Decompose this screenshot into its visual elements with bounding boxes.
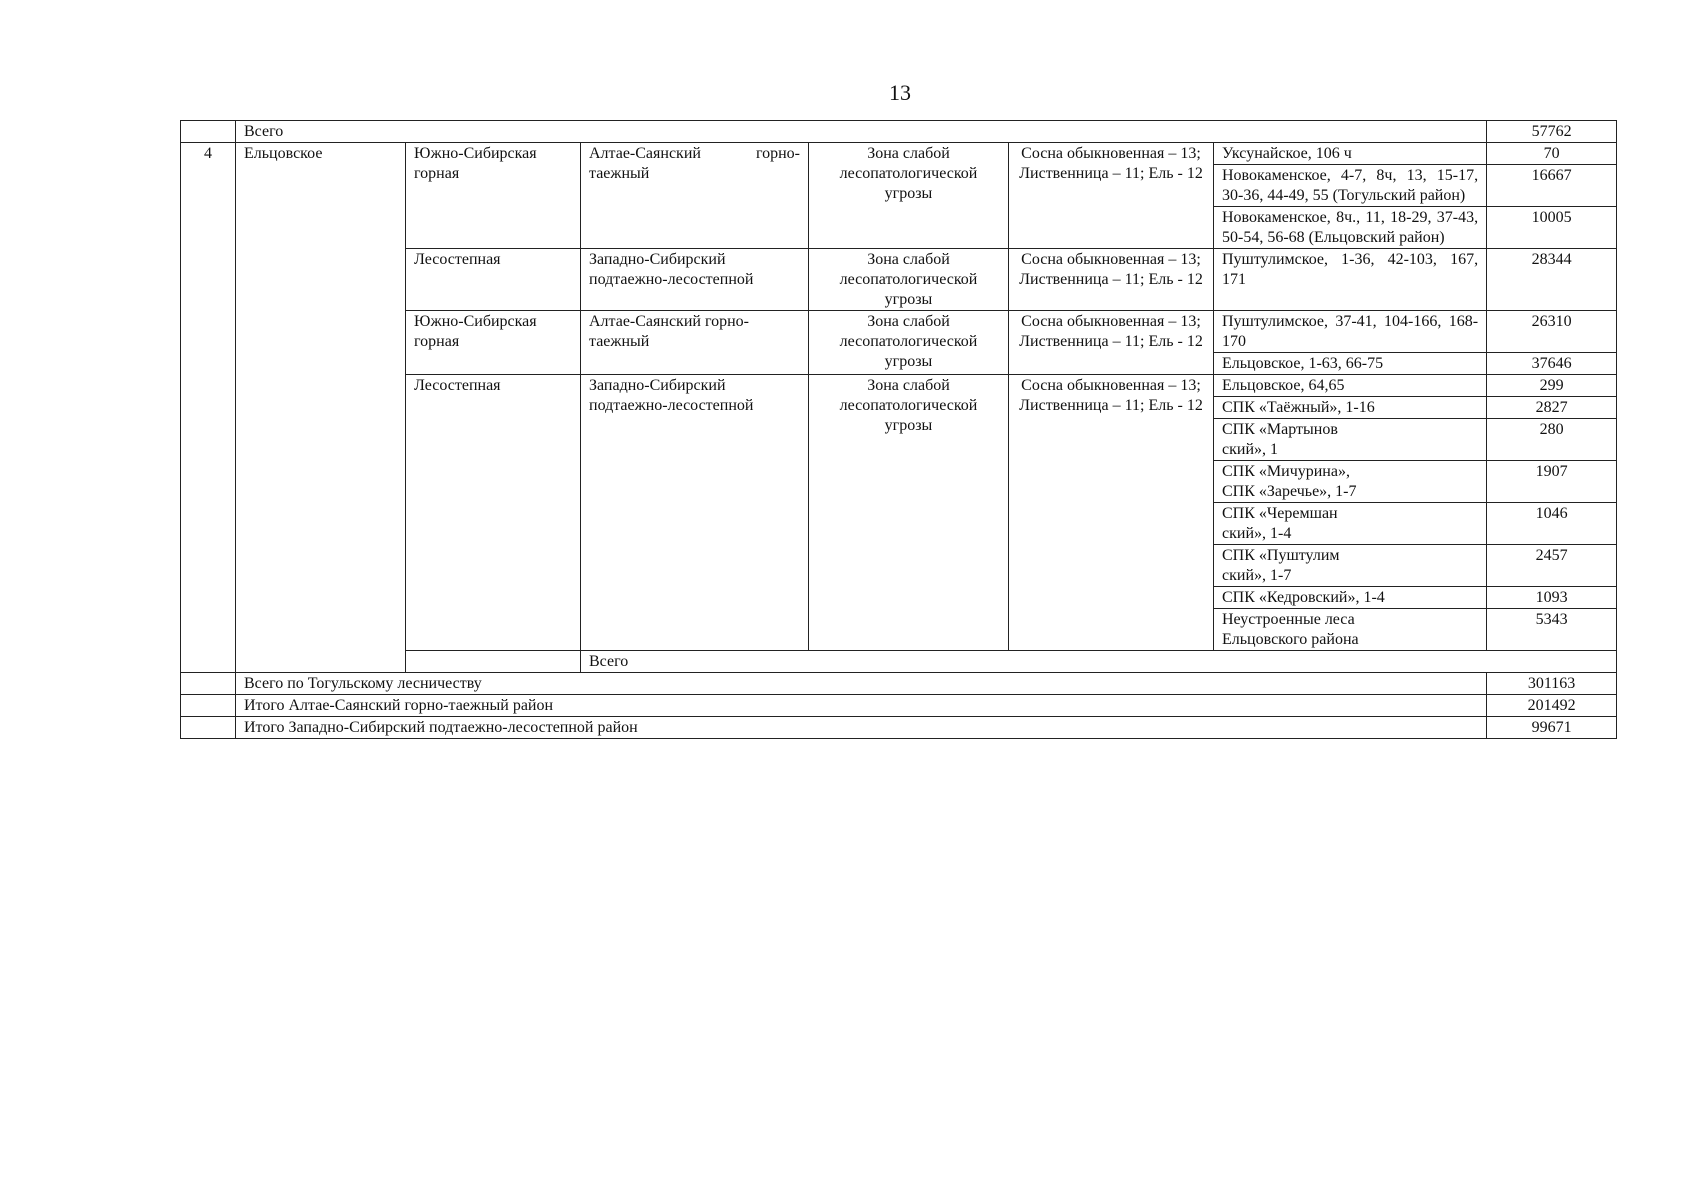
tract-name: Новокаменское, 4-7, 8ч, 13, 15-17, 30-36, 44-49, 55 (Тогульский район) bbox=[1214, 165, 1487, 207]
tract-area: 2457 bbox=[1487, 545, 1617, 587]
total-label: Итого Западно-Сибирский подтаежно-лесостепной район bbox=[236, 717, 1487, 739]
total-row bbox=[181, 717, 1617, 739]
tract-name: СПК «Таёжный», 1-16 bbox=[1214, 397, 1487, 419]
threat-zone: Зона слабой лесопатологической угрозы bbox=[809, 249, 1009, 311]
tract-name: СПК «Мартынов ский», 1 bbox=[1214, 419, 1487, 461]
total-label: Всего bbox=[236, 121, 1487, 143]
total-row bbox=[181, 673, 1617, 695]
tract-name: Пуштулимское, 1-36, 42-103, 167, 171 bbox=[1214, 249, 1487, 311]
row-number bbox=[181, 121, 236, 143]
tract-area: 26310 bbox=[1487, 311, 1617, 353]
tract-area: 37646 bbox=[1487, 353, 1617, 375]
tree-species: Сосна обыкновенная – 13; Лиственница – 11; Ель - 12 bbox=[1009, 375, 1214, 651]
page-number: 13 bbox=[889, 80, 911, 105]
row-number bbox=[181, 717, 236, 739]
tract-name: Ельцовское, 1-63, 66-75 bbox=[1214, 353, 1487, 375]
row-number bbox=[181, 695, 236, 717]
tract-name: СПК «Черемшан ский», 1-4 bbox=[1214, 503, 1487, 545]
total-value: 201492 bbox=[1487, 695, 1617, 717]
tract-area: 299 bbox=[1487, 375, 1617, 397]
tract-area: 16667 bbox=[1487, 165, 1617, 207]
total-value: 57762 bbox=[1487, 121, 1617, 143]
tract-area: 1093 bbox=[1487, 587, 1617, 609]
row-number bbox=[406, 651, 581, 673]
forest-zone: Лесостепная bbox=[406, 375, 581, 651]
tract-area: 2827 bbox=[1487, 397, 1617, 419]
total-label: Всего по Тогульскому лесничеству bbox=[236, 673, 1487, 695]
forest-table bbox=[180, 120, 1617, 739]
total-value: 99671 bbox=[1487, 717, 1617, 739]
row-number bbox=[181, 673, 236, 695]
threat-zone: Зона слабой лесопатологической угрозы bbox=[809, 311, 1009, 375]
tract-name: СПК «Кедровский», 1-4 bbox=[1214, 587, 1487, 609]
tract-area: 28344 bbox=[1487, 249, 1617, 311]
forest-zone: Лесостепная bbox=[406, 249, 581, 311]
tract-area: 5343 bbox=[1487, 609, 1617, 651]
total-label: Всего bbox=[581, 651, 1617, 673]
tract-area: 10005 bbox=[1487, 207, 1617, 249]
tract-name: Ельцовское, 64,65 bbox=[1214, 375, 1487, 397]
district-number: 4 bbox=[181, 143, 236, 673]
tract-name: Новокаменское, 8ч., 11, 18-29, 37-43, 50-54, 56-68 (Ельцовский район) bbox=[1214, 207, 1487, 249]
forest-region: Алтае-Саянский горно-таежный bbox=[581, 143, 809, 249]
top-total-row bbox=[181, 121, 1617, 143]
tract-area: 280 bbox=[1487, 419, 1617, 461]
total-value: 301163 bbox=[1487, 673, 1617, 695]
threat-zone: Зона слабой лесопатологической угрозы bbox=[809, 143, 1009, 249]
tract-area: 70 bbox=[1487, 143, 1617, 165]
tract-area: 1907 bbox=[1487, 461, 1617, 503]
tract-name: Уксунайское, 106 ч bbox=[1214, 143, 1487, 165]
tree-species: Сосна обыкновенная – 13; Лиственница – 11; Ель - 12 bbox=[1009, 311, 1214, 375]
total-label: Итого Алтае-Саянский горно-таежный район bbox=[236, 695, 1487, 717]
tract-name: СПК «Мичурина», СПК «Заречье», 1-7 bbox=[1214, 461, 1487, 503]
table-row bbox=[181, 143, 1617, 165]
forest-region: Западно-Сибирский подтаежно-лесостепной bbox=[581, 249, 809, 311]
tract-area: 1046 bbox=[1487, 503, 1617, 545]
tree-species: Сосна обыкновенная – 13; Лиственница – 11; Ель - 12 bbox=[1009, 143, 1214, 249]
forest-zone: Южно-Сибирская горная bbox=[406, 311, 581, 375]
forest-region: Алтае-Саянский горно-таежный bbox=[581, 311, 809, 375]
forest-zone: Южно-Сибирская горная bbox=[406, 143, 581, 249]
tract-name: Пуштулимское, 37-41, 104-166, 168-170 bbox=[1214, 311, 1487, 353]
total-row bbox=[181, 695, 1617, 717]
district-name: Ельцовское bbox=[236, 143, 406, 673]
forest-region: Западно-Сибирский подтаежно-лесостепной bbox=[581, 375, 809, 651]
tree-species: Сосна обыкновенная – 13; Лиственница – 11; Ель - 12 bbox=[1009, 249, 1214, 311]
threat-zone: Зона слабой лесопатологической угрозы bbox=[809, 375, 1009, 651]
tract-name: СПК «Пуштулим ский», 1-7 bbox=[1214, 545, 1487, 587]
tract-name: Неустроенные леса Ельцовского района bbox=[1214, 609, 1487, 651]
